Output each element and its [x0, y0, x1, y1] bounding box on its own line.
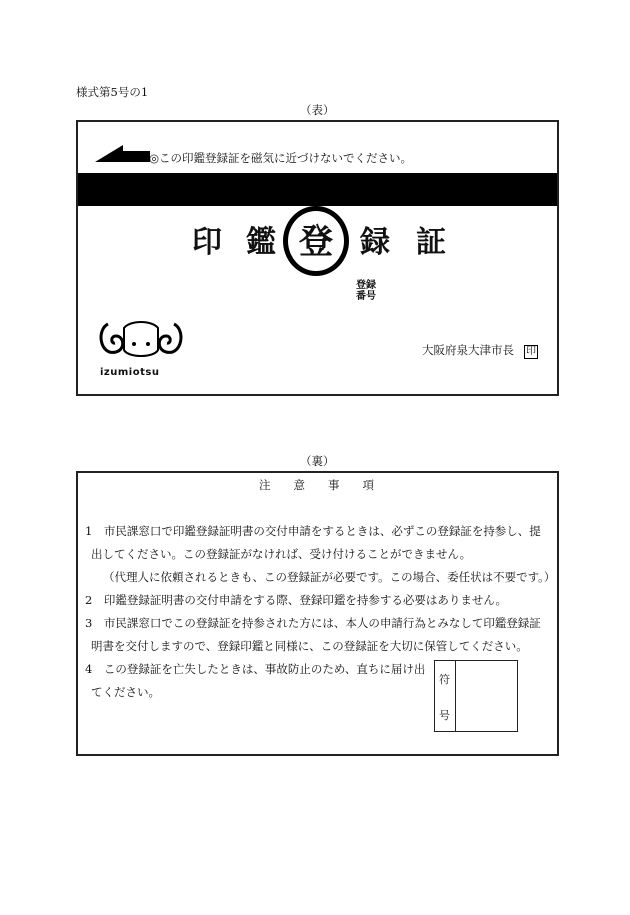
title-char-roku: 録 [360, 225, 390, 260]
code-label-2: 号 [439, 709, 450, 722]
title-char-in: 印 [192, 225, 222, 260]
back-label: （裏） [300, 454, 335, 468]
note-line: 2 印鑑登録証明書の交付申請をする際、登録印鑑を持参する必要はありません。 [85, 593, 508, 607]
official-stamp: 印 [526, 346, 536, 357]
note-line: 明書を交付しますので、登録印鑑と同様に、この登録証を大切に保管してください。 [91, 639, 528, 653]
code-label-1: 符 [439, 673, 450, 686]
title-char-kan: 鑑 [246, 225, 276, 260]
registration-number-label: 登録 番号 [356, 280, 376, 302]
note-line: 1 市民課窓口で印鑑登録証明書の交付申請をするときは、必ずこの登録証を持参し、提 [85, 524, 541, 538]
note-line: てください。 [91, 685, 160, 699]
issuer [422, 343, 538, 359]
front-card [76, 120, 559, 396]
code-box [434, 660, 518, 732]
form-number: 様式第5号の1 [76, 85, 149, 99]
registration-seal [283, 206, 349, 276]
notes-heading: 注 意 事 項 [259, 478, 374, 492]
note-line: 3 市民課窓口でこの登録証を持参された方には、本人の申請行為とみなして印鑑登録証 [85, 616, 541, 630]
note-line: 出してください。この登録証がなければ、受け付けることができません。 [91, 547, 472, 561]
title-char-sho: 証 [416, 225, 446, 260]
magnet-warning: ◎この印鑑登録証を磁気に近づけないでください。 [149, 151, 413, 165]
arrow-left-icon [95, 142, 151, 164]
magnetic-stripe [78, 173, 557, 206]
back-card [76, 471, 559, 756]
issuer-name: 大阪府泉大津市長 [422, 343, 514, 357]
seal-char: 登 [299, 222, 333, 262]
ram-logo-icon [98, 316, 188, 366]
front-label: （表） [300, 103, 335, 117]
note-line: 4 この登録証を亡失したときは、事故防止のため、直ちに届け出 [85, 662, 426, 676]
note-line: （代理人に依頼されるときも、この登録証が必要です。この場合、委任状は不要です。） [103, 570, 556, 584]
logo-text: izumiotsu [100, 367, 160, 378]
